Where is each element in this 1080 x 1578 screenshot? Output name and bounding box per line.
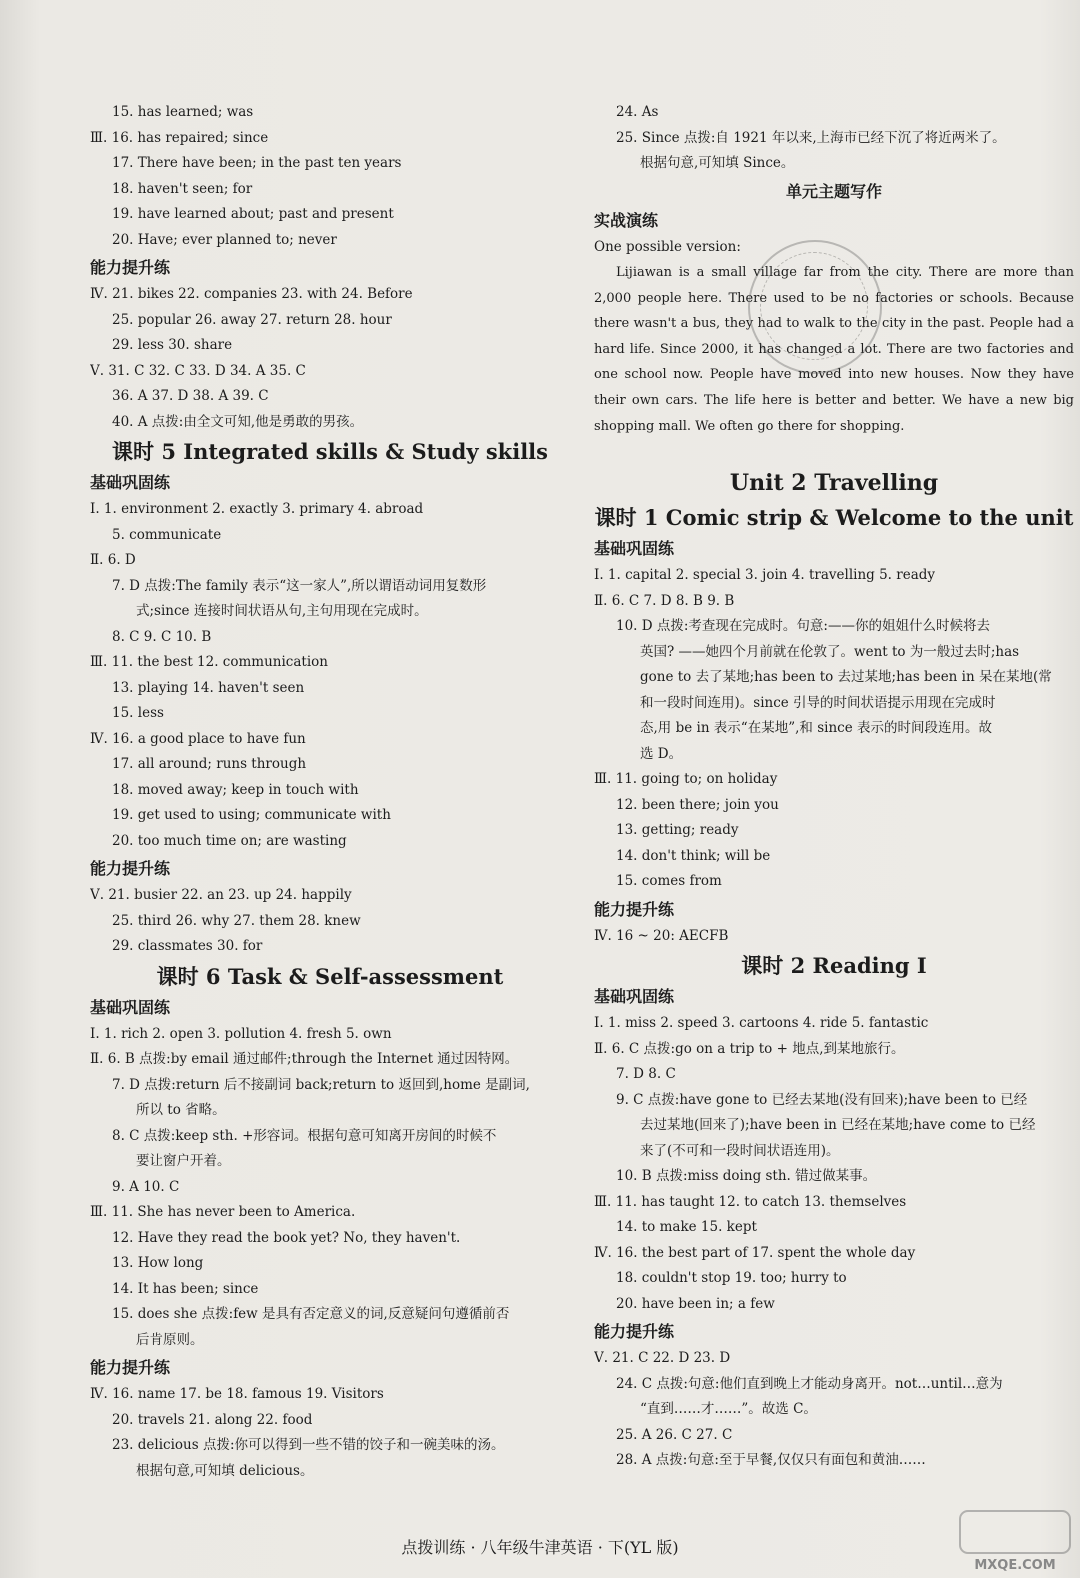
right-section-heading: 能力提升练 — [594, 899, 675, 919]
right-section-heading: 能力提升练 — [594, 1322, 675, 1341]
left-lesson-heading: 课时 5 Integrated skills & Study skills — [112, 439, 548, 464]
left-line: Ⅴ. 21. busier 22. an 23. up 24. happily — [90, 887, 352, 903]
site-logo — [940, 1505, 1075, 1575]
right-line: Ⅳ. 16 ~ 20: AECFB — [594, 927, 729, 944]
left-line: Ⅰ. 1. environment 2. exactly 3. primary 4. abroad — [90, 501, 424, 517]
left-line: 所以 to 省略。 — [136, 1102, 226, 1118]
essay-paragraph: Lijiawan is a small village far from the city. There are more than 2,000 people here. There used to be no factories or schools. Because there wasn't a bus, they had to walk to the city in the past. People had a hard life. Since 2000, it has changed a lot. There are two factories and one school now. People have moved into new houses. Now they have their own cars. The life here is better and better. We have a new big shopping mall. We often go there for shopping. — [594, 265, 1074, 434]
left-line: 8. C 点拨:keep sth. +形容词。根据句意可知离开房间的时候不 — [112, 1127, 497, 1144]
left-line: Ⅳ. 16. a good place to have fun — [90, 730, 306, 747]
left-line: Ⅴ. 31. C 32. C 33. D 34. A 35. C — [90, 362, 306, 379]
right-line: Ⅰ. 1. miss 2. speed 3. cartoons 4. ride 5. fantastic — [594, 1015, 929, 1031]
left-line: 15. has learned; was — [112, 104, 254, 120]
right-line: 12. been there; join you — [616, 796, 779, 813]
left-line: Ⅲ. 11. She has never been to America. — [90, 1204, 356, 1220]
left-line: 式;since 连接时间状语从句,主句用现在完成时。 — [136, 603, 428, 619]
right-section-heading: 基础巩固练 — [594, 987, 675, 1006]
page-footer: 点拨训练 · 八年级牛津英语 · 下(YL 版) — [401, 1538, 679, 1557]
right-section-heading: 基础巩固练 — [594, 539, 675, 558]
left-line: 15. less — [112, 705, 164, 721]
left-section-heading: 能力提升练 — [90, 258, 171, 277]
right-lower-block — [594, 465, 1074, 1474]
left-line: 15. does she 点拨:few 是具有否定意义的词,反意疑问句遵循前否 — [112, 1306, 510, 1322]
left-line: 19. have learned about; past and present — [112, 206, 394, 222]
left-line: 14. It has been; since — [112, 1280, 259, 1297]
left-line: 13. How long — [112, 1255, 204, 1271]
left-line: 17. There have been; in the past ten years — [112, 155, 402, 171]
right-line: Ⅴ. 21. C 22. D 23. D — [594, 1350, 731, 1366]
right-top-section-heading: 实战演练 — [594, 210, 659, 230]
right-line: 18. couldn't stop 19. too; hurry to — [616, 1270, 847, 1286]
right-line: 24. C 点拨:句意:他们直到晚上才能动身离开。not…until…意为 — [616, 1375, 1003, 1392]
left-line: 5. communicate — [112, 526, 222, 543]
right-line: 英国? ——她四个月前就在伦敦了。went to 为一般过去时;has — [640, 643, 1020, 660]
right-line: 28. A 点拨:句意:至于早餐,仅仅只有面包和黄油…… — [616, 1452, 926, 1468]
left-line: 7. D 点拨:return 后不接副词 back;return to 返回到,home 是副词, — [112, 1076, 530, 1093]
right-line: 10. D 点拨:考查现在完成时。句意:——你的姐姐什么时候将去 — [616, 618, 990, 634]
right-line: 14. don't think; will be — [616, 847, 771, 864]
right-line: 和一段时间连用)。since 引导的时间状语提示用现在完成时 — [640, 694, 996, 711]
left-line: 25. third 26. why 27. them 28. knew — [112, 912, 361, 929]
right-lesson-heading: 课时 2 Reading Ⅰ — [741, 953, 927, 978]
left-section-heading: 能力提升练 — [90, 1358, 171, 1377]
right-line: 20. have been in; a few — [616, 1295, 775, 1312]
watermark-stamp-inner — [760, 252, 868, 360]
left-lesson-heading: 课时 6 Task & Self-assessment — [156, 963, 504, 989]
left-line: 17. all around; runs through — [112, 756, 307, 772]
right-line: Ⅱ. 6. C 7. D 8. B 9. B — [594, 592, 735, 609]
left-line: Ⅱ. 6. B 点拨:by email 通过邮件;through the Internet 通过因特网。 — [90, 1051, 519, 1067]
left-line: Ⅳ. 21. bikes 22. companies 23. with 24. Before — [90, 286, 413, 302]
left-line: 要让窗户开着。 — [136, 1153, 231, 1169]
left-section-heading: 基础巩固练 — [90, 473, 171, 492]
right-top-line: 24. As — [616, 104, 659, 120]
right-top-line: One possible version: — [594, 238, 741, 255]
right-line: 10. B 点拨:miss doing sth. 错过做某事。 — [616, 1168, 877, 1184]
left-section-heading: 能力提升练 — [90, 859, 171, 878]
right-line: 来了(不可和一段时间状语连用)。 — [640, 1142, 840, 1159]
right-line: 14. to make 15. kept — [616, 1219, 757, 1235]
right-line: Ⅱ. 6. C 点拨:go on a trip to + 地点,到某地旅行。 — [594, 1040, 905, 1057]
right-top-block — [594, 100, 1074, 260]
right-top-line: 25. Since 点拨:自 1921 年以来,上海市已经下沉了将近两米了。 — [616, 129, 1006, 146]
left-column — [90, 100, 570, 1484]
right-line: Ⅳ. 16. the best part of 17. spent the whole day — [594, 1244, 916, 1261]
right-top-section-heading: 单元主题写作 — [785, 181, 882, 201]
left-line: 7. D 点拨:The family 表示“这一家人”,所以谓语动词用复数形 — [112, 577, 487, 594]
left-line: Ⅲ. 16. has repaired; since — [90, 129, 269, 146]
left-line: 12. Have they read the book yet? No, they haven't. — [112, 1229, 461, 1246]
left-line: 23. delicious 点拨:你可以得到一些不错的饺子和一碗美味的汤。 — [112, 1437, 505, 1453]
left-line: 8. C 9. C 10. B — [112, 628, 212, 645]
left-line: 19. get used to using; communicate with — [112, 807, 391, 823]
left-line: 9. A 10. C — [112, 1178, 180, 1195]
right-line: 选 D。 — [640, 745, 683, 762]
right-line: 25. A 26. C 27. C — [616, 1426, 733, 1443]
left-line: 18. moved away; keep in touch with — [112, 781, 359, 798]
left-line: 13. playing 14. haven't seen — [112, 679, 305, 696]
site-logo-text: MXQE.COM — [974, 1558, 1056, 1573]
right-line: 去过某地(回来了);have been in 已经在某地;have come to 已经 — [640, 1117, 1036, 1133]
left-line: Ⅱ. 6. D — [90, 552, 136, 568]
left-line: 20. travels 21. along 22. food — [112, 1411, 313, 1428]
right-line: 15. comes from — [616, 873, 722, 889]
left-line: Ⅲ. 11. the best 12. communication — [90, 654, 328, 670]
left-line: 根据句意,可知填 delicious。 — [136, 1462, 314, 1479]
left-line: 40. A 点拨:由全文可知,他是勇敢的男孩。 — [112, 413, 364, 430]
left-line: Ⅳ. 16. name 17. be 18. famous 19. Visitors — [90, 1386, 384, 1402]
right-unit-heading: Unit 2 Travelling — [729, 470, 939, 496]
right-top-line: 根据句意,可知填 Since。 — [640, 155, 795, 171]
right-line: gone to 去了某地;has been to 去过某地;has been in 呆在某地(常 — [640, 669, 1052, 685]
right-lesson-heading: 课时 1 Comic strip & Welcome to the unit — [594, 505, 1074, 530]
right-line: 13. getting; ready — [616, 822, 739, 838]
right-line: Ⅲ. 11. going to; on holiday — [594, 771, 778, 787]
right-line: 9. C 点拨:have gone to 已经去某地(没有回来);have been to 已经 — [616, 1091, 1028, 1108]
right-line: Ⅲ. 11. has taught 12. to catch 13. themselves — [594, 1193, 907, 1210]
right-line: Ⅰ. 1. capital 2. special 3. join 4. travelling 5. ready — [594, 567, 936, 583]
left-line: 29. classmates 30. for — [112, 938, 263, 954]
left-line: 25. popular 26. away 27. return 28. hour — [112, 311, 392, 328]
right-line: “直到……才……”。故选 C。 — [640, 1401, 817, 1417]
left-line: 18. haven't seen; for — [112, 180, 253, 197]
left-line: Ⅰ. 1. rich 2. open 3. pollution 4. fresh 5. own — [90, 1025, 392, 1042]
left-line: 29. less 30. share — [112, 337, 233, 353]
left-line: 36. A 37. D 38. A 39. C — [112, 388, 269, 404]
right-line: 7. D 8. C — [616, 1066, 676, 1082]
left-section-heading: 基础巩固练 — [90, 997, 171, 1017]
left-line: 20. too much time on; are wasting — [112, 832, 347, 849]
left-line: 后肯原则。 — [136, 1331, 204, 1348]
left-line: 20. Have; ever planned to; never — [112, 231, 337, 248]
right-line: 态,用 be in 表示“在某地”,和 since 表示的时间段连用。故 — [640, 720, 992, 736]
